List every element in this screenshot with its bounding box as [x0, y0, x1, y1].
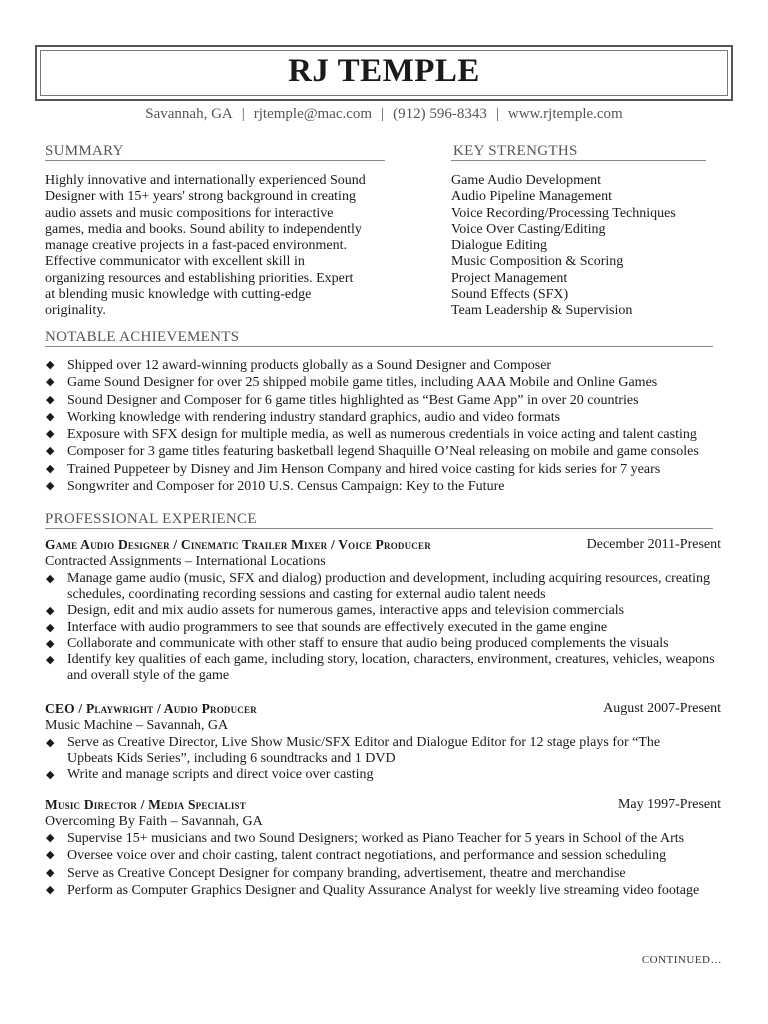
strength-item: Dialogue Editing	[451, 238, 548, 254]
achievements-list	[45, 357, 735, 495]
strength-item: Voice Recording/Processing Techniques	[451, 205, 676, 221]
bullet-diamond-icon: ◆	[46, 832, 55, 844]
bullet-diamond-icon: ◆	[46, 621, 55, 634]
job-title: Music Director / Media Specialist	[45, 797, 246, 812]
strength-item: Game Audio Development	[451, 173, 602, 188]
achievement-item: ◆ Game Sound Designer for over 25 shipped mobile game titles, including AAA Mobile and Online Games	[46, 375, 658, 391]
duty-item: ◆ Serve as Creative Director, Live Show Music/SFX Editor and Dialogue Editor for 12 stage plays for “The Upbeats Kids Series”, including 6 soundtracks and 1 DVD	[46, 735, 661, 767]
strengths-heading: KEY STRENGTHS	[453, 143, 578, 159]
achievement-item: ◆ Exposure with SFX design for multiple media, as well as numerous credentials in voice acting and talent casting	[46, 427, 697, 443]
bullet-diamond-icon: ◆	[46, 866, 55, 879]
job-organization: Music Machine – Savannah, GA	[45, 718, 229, 733]
bullet-diamond-icon: ◆	[46, 883, 55, 896]
duty-item: ◆ Write and manage scripts and direct voice over casting	[46, 767, 374, 783]
strength-item: Team Leadership & Supervision	[451, 303, 633, 319]
strength-item: Audio Pipeline Management	[451, 189, 612, 205]
job-duties-list	[45, 830, 735, 899]
name-banner	[35, 45, 733, 101]
achievements-heading: NOTABLE ACHIEVEMENTS	[45, 329, 240, 345]
strength-item: Voice Over Casting/Editing	[451, 221, 606, 237]
bullet-diamond-icon: ◆	[46, 462, 55, 475]
summary-rule	[45, 160, 385, 161]
achievement-item: ◆ Composer for 3 game titles featuring basketball legend Shaquille O’Neal releasing on mobile and game consoles	[46, 444, 699, 460]
duty-item: ◆ Perform as Computer Graphics Designer and Quality Assurance Analyst for weekly live streaming video footage	[46, 882, 700, 898]
website-link[interactable]: www.rjtemple.com	[507, 106, 623, 122]
job-organization: Contracted Assignments – International Locations	[45, 554, 326, 569]
contact-line	[0, 106, 768, 123]
candidate-name: RJ TEMPLE	[288, 53, 480, 89]
duty-item: ◆ Collaborate and communicate with other staff to ensure that audio being produced complements the visuals	[46, 635, 669, 651]
duty-item: ◆ Manage game audio (music, SFX and dialog) production and development, including acquiring resources, creating schedules, coordinating recording sessions and casting for external audio talent needs	[46, 571, 711, 603]
bullet-diamond-icon: ◆	[46, 637, 55, 650]
strengths-list	[451, 173, 676, 320]
bullet-diamond-icon: ◆	[46, 849, 55, 862]
strengths-rule	[451, 160, 706, 161]
achievements-rule	[45, 346, 713, 347]
job-title: CEO / Playwright / Audio Producer	[45, 701, 257, 716]
strength-item: Sound Effects (SFX)	[451, 287, 569, 303]
bullet-diamond-icon: ◆	[46, 428, 55, 441]
bullet-diamond-icon: ◆	[46, 654, 55, 667]
duty-item: ◆ Design, edit and mix audio assets for numerous games, interactive apps and television commercials	[46, 603, 625, 619]
job-duties-list	[45, 735, 705, 784]
job-date: May 1997-Present	[617, 797, 721, 812]
summary-heading: SUMMARY	[45, 143, 124, 159]
job-date: August 2007-Present	[603, 701, 721, 716]
achievement-item: ◆ Working knowledge with rendering industry standard graphics, audio and video formats	[46, 409, 561, 425]
duty-item: ◆ Interface with audio programmers to see that sounds are effectively executed in the game engine	[46, 619, 608, 635]
location: Savannah, GA	[145, 106, 233, 122]
continued-note: CONTINUED…	[641, 954, 722, 966]
duty-item: ◆ Supervise 15+ musicians and two Sound Designers; worked as Piano Teacher for 5 years in School of the Arts	[46, 831, 685, 846]
bullet-diamond-icon: ◆	[46, 573, 55, 585]
bullet-diamond-icon: ◆	[46, 445, 55, 458]
job-duties-list	[45, 571, 717, 684]
duty-item: ◆ Identify key qualities of each game, including story, location, characters, environment, creatures, vehicles, weapons and overall style of the game	[46, 652, 715, 684]
experience-rule	[45, 528, 713, 529]
achievement-item: ◆ Songwriter and Composer for 2010 U.S. Census Campaign: Key to the Future	[46, 479, 505, 495]
separator: |	[495, 106, 499, 122]
email-link[interactable]: rjtemple@mac.com	[253, 106, 373, 122]
job-organization: Overcoming By Faith – Savannah, GA	[45, 814, 263, 829]
phone-number: (912) 596-8343	[393, 106, 487, 122]
bullet-diamond-icon: ◆	[46, 393, 55, 406]
bullet-diamond-icon: ◆	[46, 769, 55, 782]
strength-item: Music Composition & Scoring	[451, 254, 624, 270]
strength-item: Project Management	[451, 270, 568, 286]
job-date: December 2011-Present	[586, 537, 721, 552]
bullet-diamond-icon: ◆	[46, 605, 55, 618]
separator: |	[381, 106, 385, 122]
achievement-item: ◆ Sound Designer and Composer for 6 game titles highlighted as “Best Game App” in over 20 countries	[46, 392, 639, 408]
separator: |	[241, 106, 245, 122]
job-title: Game Audio Designer / Cinematic Trailer Mixer / Voice Producer	[45, 537, 431, 552]
achievement-item: ◆ Trained Puppeteer by Disney and Jim Henson Company and hired voice casting for kids series for 7 years	[46, 461, 661, 477]
bullet-diamond-icon: ◆	[46, 359, 55, 371]
duty-item: ◆ Oversee voice over and choir casting, talent contract negotiations, and performance and session scheduling	[46, 848, 667, 864]
duty-item: ◆ Serve as Creative Concept Designer for company branding, advertisement, theatre and merchandise	[46, 865, 626, 881]
bullet-diamond-icon: ◆	[46, 376, 55, 389]
bullet-diamond-icon: ◆	[46, 410, 55, 423]
bullet-diamond-icon: ◆	[46, 737, 55, 749]
bullet-diamond-icon: ◆	[46, 480, 55, 493]
experience-heading: PROFESSIONAL EXPERIENCE	[45, 511, 257, 527]
achievement-item: ◆ Shipped over 12 award-winning products globally as a Sound Designer and Composer	[46, 358, 552, 373]
summary-text: Highly innovative and internationally experienced Sound Designer with 15+ years' strong background in creating audio assets and music compositions for interactive games, media and books. Sound ability to independently manage creative projects in a fast-paced environment. Effective communicator with excellent skill in organizing resources and establishing priorities. Expert at blending music knowledge with cutting-edge originality.	[45, 173, 366, 319]
